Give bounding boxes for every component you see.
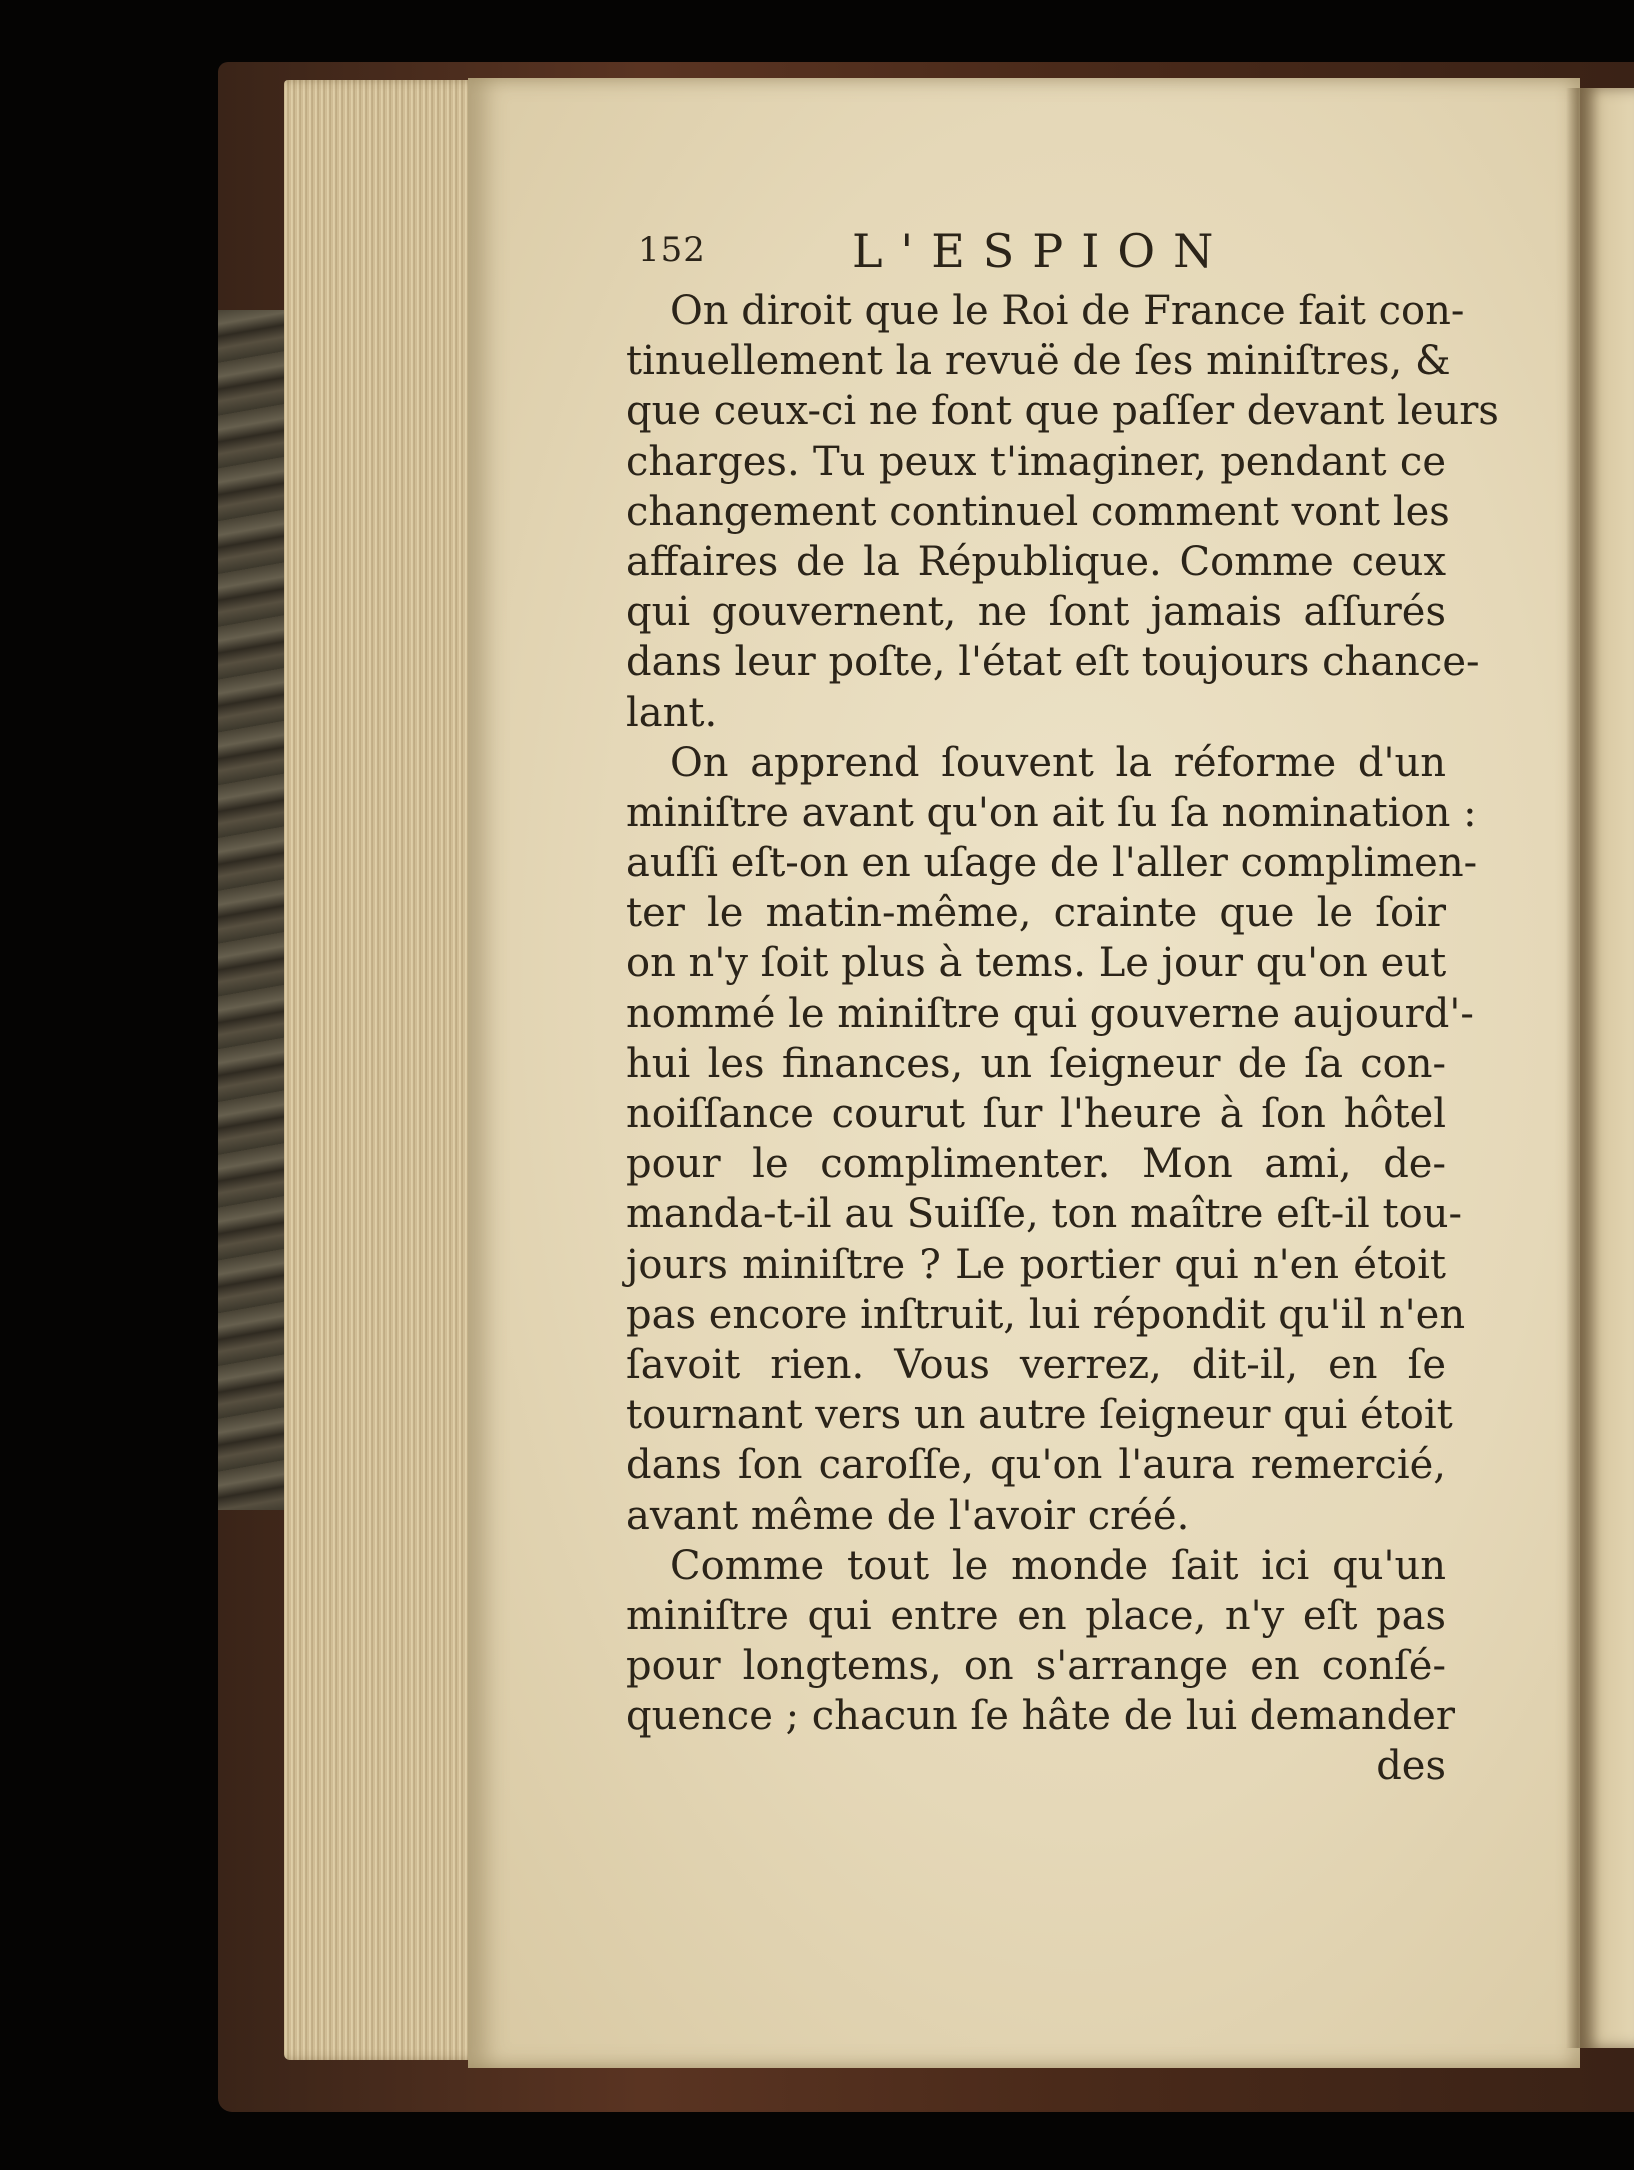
facing-page — [1580, 88, 1634, 2048]
text-line: charges. Tu peux t'imaginer, pendant ce — [626, 438, 1446, 485]
paragraph-3 — [626, 1541, 1455, 1742]
text-line: que ceux-ci ne font que paſſer devant leurs — [626, 388, 1499, 435]
text-line: hui les finances, un ſeigneur de ſa con- — [626, 1040, 1446, 1087]
text-line: changement continuel comment vont les — [626, 488, 1450, 535]
text-line: dans leur poſte, l'état eſt toujours chance- — [626, 639, 1480, 686]
text-line: pour longtems, on s'arrange en conſé- — [626, 1643, 1446, 1690]
paragraph-1 — [626, 286, 1499, 738]
text-line: noiſſance courut ſur l'heure à ſon hôtel — [626, 1091, 1446, 1137]
text-line: Comme tout le monde ſait ici qu'un — [670, 1542, 1446, 1589]
text-line: tinuellement la revuë de ſes miniſtres, & — [626, 338, 1451, 385]
text-line: ſavoit rien. Vous verrez, dit-il, en ſe — [626, 1341, 1446, 1388]
text-line: pour le complimenter. Mon ami, de- — [626, 1141, 1446, 1188]
paragraph-2 — [626, 738, 1478, 1541]
text-line: nommé le miniſtre qui gouverne aujourd'- — [626, 990, 1474, 1037]
running-head — [626, 224, 1446, 286]
catchword: des — [1376, 1743, 1446, 1790]
text-line: tournant vers un autre ſeigneur qui étoit — [626, 1392, 1453, 1439]
text-line: manda-t-il au Suiſſe, ton maître eſt-il tou- — [626, 1191, 1462, 1238]
text-line: miniſtre qui entre en place, n'y eſt pas — [626, 1592, 1446, 1639]
page-number: 152 — [638, 230, 706, 270]
text-line: On diroit que le Roi de France fait con- — [670, 288, 1465, 334]
text-line: on n'y ſoit plus à tems. Le jour qu'on eut — [626, 940, 1447, 987]
page-edges — [284, 80, 484, 2060]
text-line: auſſi eſt-on en uſage de l'aller complimen- — [626, 840, 1478, 887]
text-line: jours miniſtre ? Le portier qui n'en étoit — [626, 1241, 1446, 1288]
text-line: affaires de la République. Comme ceux — [626, 538, 1446, 585]
text-line: quence ; chacun ſe hâte de lui demander — [626, 1693, 1455, 1740]
running-title: L'ESPION — [852, 224, 1232, 278]
text-line: On apprend ſouvent la réforme d'un — [670, 739, 1446, 786]
text-line: dans ſon caroſſe, qu'on l'aura remercié, — [626, 1442, 1446, 1489]
text-line: lant. — [626, 689, 718, 736]
page-text — [626, 224, 1499, 1792]
text-line: pas encore inſtruit, lui répondit qu'il n'en — [626, 1291, 1466, 1338]
text-line: qui gouvernent, ne ſont jamais aſſurés — [626, 589, 1446, 636]
text-line: ter le matin-même, crainte que le ſoir — [626, 890, 1446, 937]
text-line: avant même de l'avoir créé. — [626, 1492, 1190, 1539]
text-line: miniſtre avant qu'on ait ſu ſa nomination : — [626, 789, 1477, 836]
